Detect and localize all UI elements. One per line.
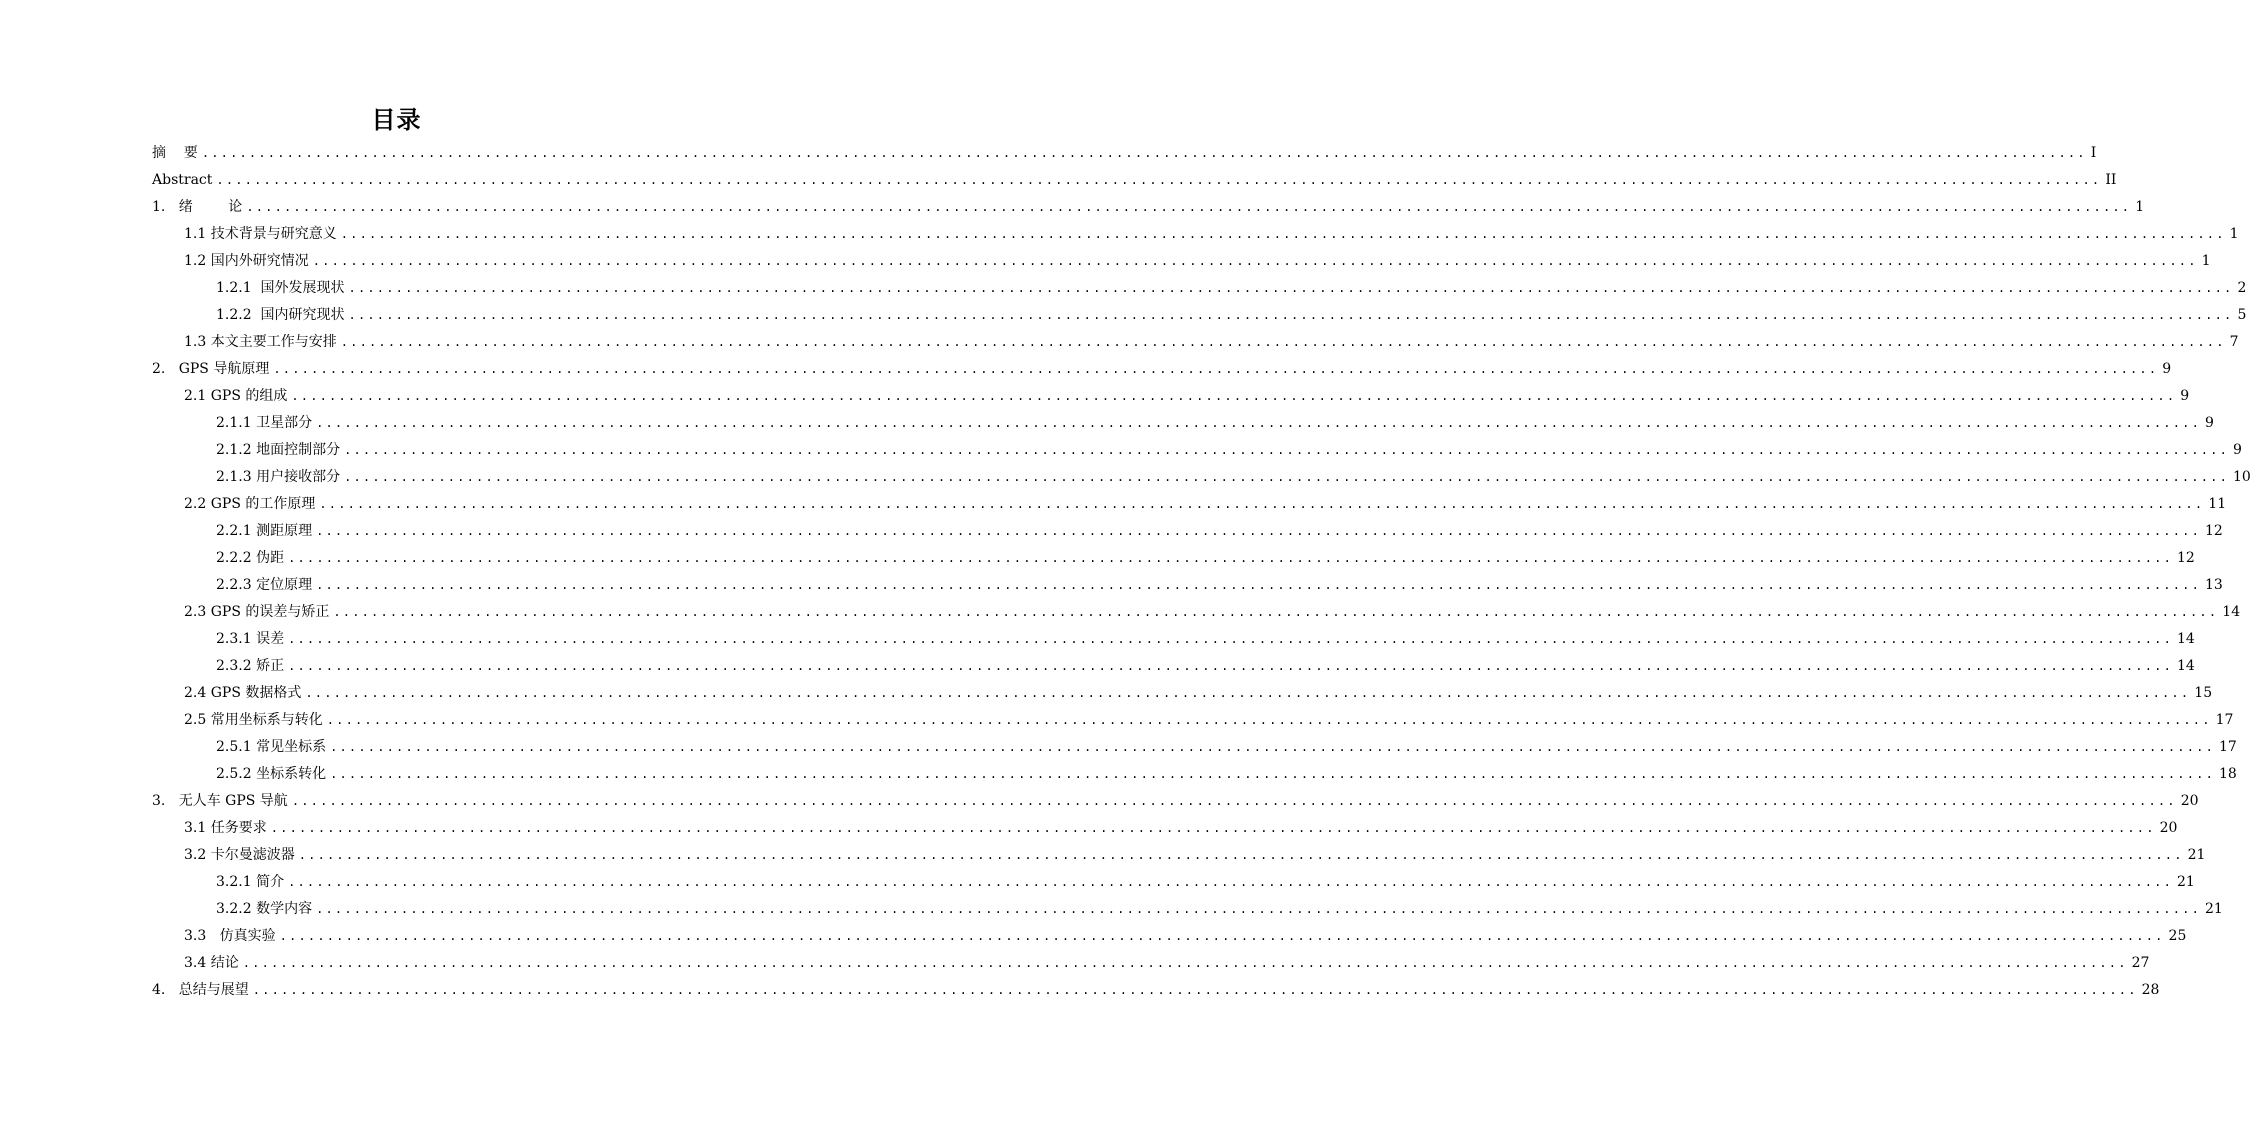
page-title: 目录 — [371, 106, 422, 134]
toc-entry-page: 17 — [2215, 712, 2234, 728]
toc-entry-page: 2 — [2237, 280, 2247, 296]
toc-entry-label: 2.5.2 坐标系转化 — [216, 766, 327, 782]
toc-entry-label: 3.2.2 数学内容 — [216, 901, 313, 917]
toc-entry-label: 3.1 任务要求 — [184, 820, 267, 836]
toc-entry-label: 2.2 GPS 的工作原理 — [184, 496, 316, 512]
toc-entry[interactable] — [216, 410, 2214, 437]
toc-leader-dots: ........................................................................................................................................................................................................ — [305, 686, 2191, 700]
toc-entry[interactable] — [216, 302, 2247, 329]
toc-entry-page: 27 — [2131, 955, 2150, 971]
toc-entry[interactable] — [152, 167, 2117, 194]
toc-entry-page: 7 — [2229, 334, 2239, 350]
toc-leader-dots: ........................................................................................................................................................................................................ — [273, 362, 2159, 376]
toc-entry[interactable] — [216, 761, 2237, 788]
toc-entry-label: 2. GPS 导航原理 — [152, 361, 270, 377]
toc-entry[interactable] — [216, 626, 2195, 653]
toc-entry-label: 2.4 GPS 数据格式 — [184, 685, 302, 701]
toc-entry-page: 28 — [2141, 982, 2160, 998]
toc-entry[interactable] — [184, 599, 2241, 626]
toc-entry-page: 10 — [2233, 469, 2251, 485]
toc-entry-label: 2.1 GPS 的组成 — [184, 388, 288, 404]
toc-entry[interactable] — [216, 896, 2223, 923]
toc-entry-label: 1.1 技术背景与研究意义 — [184, 226, 337, 242]
toc-entry-label: Abstract — [152, 172, 213, 188]
toc-leader-dots: ........................................................................................................................................................................................................ — [316, 524, 2201, 538]
toc-entry-label: 2.3.2 矫正 — [216, 658, 285, 674]
toc-entry[interactable] — [152, 140, 2097, 167]
toc-entry-page: 11 — [2208, 496, 2227, 512]
toc-entry[interactable] — [184, 923, 2187, 950]
toc-entry-label: 2.2.1 测距原理 — [216, 523, 313, 539]
toc-entry-page: 9 — [2162, 361, 2172, 377]
toc-leader-dots: ........................................................................................................................................................................................................ — [316, 416, 2201, 430]
toc-leader-dots: ........................................................................................................................................................................................................ — [252, 983, 2138, 997]
toc-leader-dots: ........................................................................................................................................................................................................ — [288, 875, 2173, 889]
toc-leader-dots: ........................................................................................................................................................................................................ — [326, 713, 2212, 727]
toc-entry-label: 1. 绪 论 — [152, 199, 243, 215]
toc-entry-label: 1.2 国内外研究情况 — [184, 253, 309, 269]
toc-leader-dots: ........................................................................................................................................................................................................ — [279, 929, 2165, 943]
toc-entry-page: 13 — [2205, 577, 2223, 593]
toc-entry[interactable] — [184, 815, 2178, 842]
toc-entry[interactable] — [184, 329, 2239, 356]
toc-entry-page: 1 — [2201, 253, 2211, 269]
toc-leader-dots: ........................................................................................................................................................................................................ — [348, 308, 2234, 322]
toc-entry-label: 2.1.2 地面控制部分 — [216, 442, 341, 458]
toc-entry-page: 20 — [2180, 793, 2199, 809]
toc-entry[interactable] — [152, 788, 2199, 815]
toc-entry-page: 14 — [2177, 658, 2195, 674]
toc-entry-page: 20 — [2159, 820, 2178, 836]
toc-leader-dots: ........................................................................................................................................................................................................ — [291, 794, 2177, 808]
toc-entry[interactable] — [216, 437, 2242, 464]
toc-entry-label: 2.3 GPS 的误差与矫正 — [184, 604, 330, 620]
toc-entry[interactable] — [184, 221, 2239, 248]
toc-entry[interactable] — [216, 572, 2223, 599]
toc-entry-page: 25 — [2168, 928, 2187, 944]
toc-entry[interactable] — [152, 356, 2172, 383]
toc-leader-dots: ........................................................................................................................................................................................................ — [319, 497, 2205, 511]
toc-entry-page: 15 — [2194, 685, 2213, 701]
toc-entry-label: 1.2.1 国外发展现状 — [216, 280, 345, 296]
toc-entry-page: 21 — [2187, 847, 2206, 863]
toc-entry-label: 1.3 本文主要工作与安排 — [184, 334, 337, 350]
toc-entry-page: 21 — [2205, 901, 2223, 917]
toc-entry-page: 14 — [2177, 631, 2195, 647]
toc-entry-page: 12 — [2205, 523, 2223, 539]
toc-leader-dots: ........................................................................................................................................................................................................ — [344, 470, 2229, 484]
toc-entry[interactable] — [216, 275, 2247, 302]
toc-leader-dots: ........................................................................................................................................................................................................ — [216, 173, 2102, 187]
toc-leader-dots: ........................................................................................................................................................................................................ — [288, 659, 2173, 673]
toc-leader-dots: ........................................................................................................................................................................................................ — [348, 281, 2234, 295]
toc-entry-page: 18 — [2219, 766, 2237, 782]
toc-leader-dots: ........................................................................................................................................................................................................ — [288, 632, 2173, 646]
toc-entry[interactable] — [152, 977, 2160, 1004]
toc-entry[interactable] — [216, 734, 2237, 761]
toc-entry-page: 17 — [2219, 739, 2237, 755]
toc-leader-dots: ........................................................................................................................................................................................................ — [291, 389, 2177, 403]
toc-entry[interactable] — [184, 491, 2227, 518]
toc-leader-dots: ........................................................................................................................................................................................................ — [246, 200, 2132, 214]
toc-entry[interactable] — [184, 680, 2213, 707]
toc-entry-label: 2.1.3 用户接收部分 — [216, 469, 341, 485]
toc-leader-dots: ........................................................................................................................................................................................................ — [330, 767, 2215, 781]
toc-entry-page: II — [2105, 172, 2117, 188]
toc-leader-dots: ........................................................................................................................................................................................................ — [316, 902, 2201, 916]
toc-leader-dots: ........................................................................................................................................................................................................ — [298, 848, 2184, 862]
toc-leader-dots: ........................................................................................................................................................................................................ — [340, 227, 2226, 241]
toc-entry-page: 9 — [2233, 442, 2242, 458]
toc-entry-label: 3.2.1 简介 — [216, 874, 285, 890]
toc-entry-label: 2.5.1 常见坐标系 — [216, 739, 327, 755]
toc-entry-page: 1 — [2135, 199, 2145, 215]
toc-entry-label: 3.3 仿真实验 — [184, 928, 276, 944]
toc-entry[interactable] — [184, 707, 2234, 734]
toc-entry[interactable] — [216, 464, 2251, 491]
toc-entry-page: 14 — [2222, 604, 2241, 620]
toc-leader-dots: ........................................................................................................................................................................................................ — [270, 821, 2156, 835]
toc-entry-page: 5 — [2237, 307, 2247, 323]
toc-leader-dots: ........................................................................................................................................................................................................ — [330, 740, 2215, 754]
toc-leader-dots: ........................................................................................................................................................................................................ — [288, 551, 2173, 565]
toc-entry[interactable] — [184, 950, 2150, 977]
toc-leader-dots: ........................................................................................................................................................................................................ — [340, 335, 2226, 349]
toc-leader-dots: ........................................................................................................................................................................................................ — [242, 956, 2128, 970]
toc-entry[interactable] — [184, 842, 2206, 869]
toc-entry-label: 4. 总结与展望 — [152, 982, 249, 998]
toc-leader-dots: ........................................................................................................................................................................................................ — [312, 254, 2198, 268]
toc-entry[interactable] — [216, 869, 2195, 896]
toc-entry[interactable] — [152, 194, 2145, 221]
toc-entry[interactable] — [216, 518, 2223, 545]
toc-entry-label: 3.4 结论 — [184, 955, 239, 971]
toc-entry-label: 2.2.3 定位原理 — [216, 577, 313, 593]
toc-entry-label: 3.2 卡尔曼滤波器 — [184, 847, 295, 863]
toc-entry-label: 摘 要 — [152, 145, 198, 161]
toc-entry[interactable] — [184, 248, 2211, 275]
toc-entry[interactable] — [184, 383, 2190, 410]
toc-leader-dots: ........................................................................................................................................................................................................ — [201, 146, 2087, 160]
toc-leader-dots: ........................................................................................................................................................................................................ — [333, 605, 2219, 619]
toc-entry-label: 2.5 常用坐标系与转化 — [184, 712, 323, 728]
toc-entry[interactable] — [216, 653, 2195, 680]
toc-entry-page: 9 — [2205, 415, 2214, 431]
toc-entry-label: 2.3.1 误差 — [216, 631, 285, 647]
toc-entry-label: 3. 无人车 GPS 导航 — [152, 793, 288, 809]
toc-entry-label: 2.2.2 伪距 — [216, 550, 285, 566]
toc-entry-page: I — [2090, 145, 2097, 161]
toc-entry[interactable] — [216, 545, 2195, 572]
toc-entry-page: 12 — [2177, 550, 2195, 566]
toc-entry-page: 21 — [2177, 874, 2195, 890]
toc-leader-dots: ........................................................................................................................................................................................................ — [316, 578, 2201, 592]
toc-leader-dots: ........................................................................................................................................................................................................ — [344, 443, 2229, 457]
toc-entry-page: 9 — [2180, 388, 2190, 404]
toc-entry-page: 1 — [2229, 226, 2239, 242]
toc-entry-label: 1.2.2 国内研究现状 — [216, 307, 345, 323]
toc-entry-label: 2.1.1 卫星部分 — [216, 415, 313, 431]
